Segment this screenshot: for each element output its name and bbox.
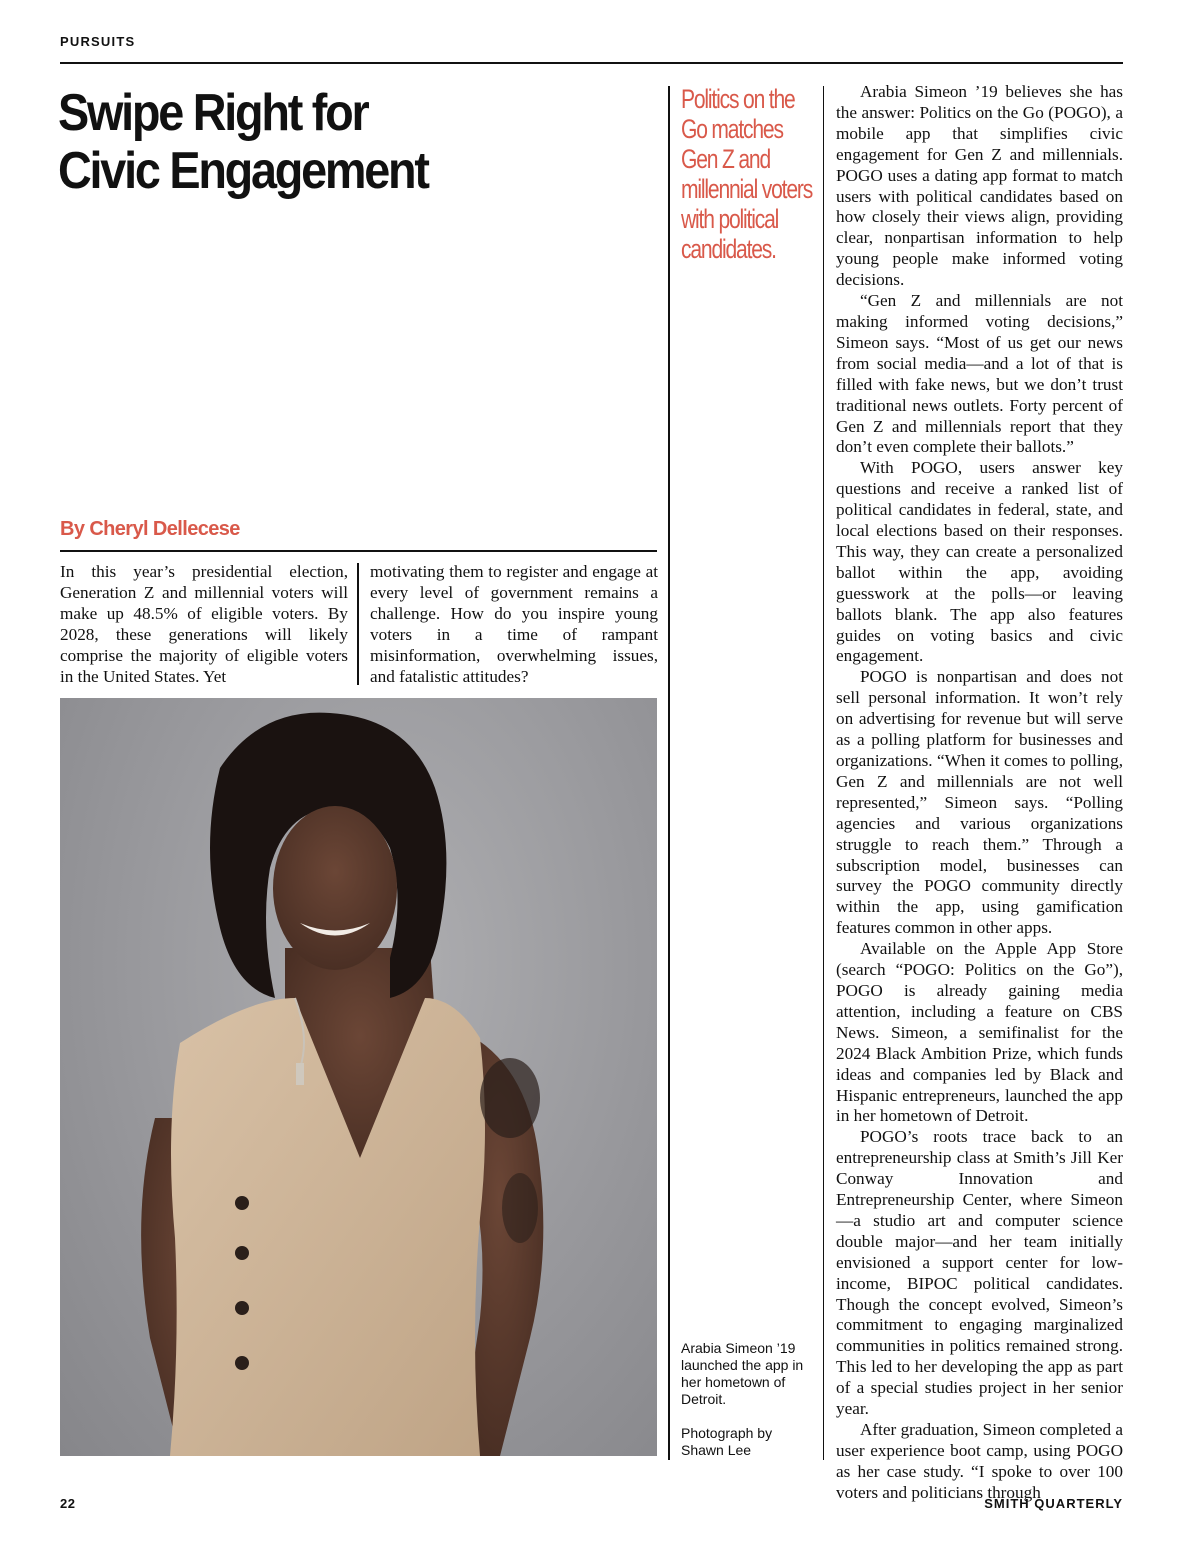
column-divider-left: [668, 86, 670, 1460]
paragraph-7: After graduation, Simeon completed a user experience boot camp, using POGO as her case study. “I spoke to over 100 voters and politicians through: [836, 1420, 1123, 1502]
paragraph-6: POGO’s roots trace back to an entrepreneurship class at Smith’s Jill Ker Conway Innovation and Entrepreneurship Center, where Simeon—a studio art and computer science double major—and her team initially envisioned a support center for low-income, BIPOC political candidates. Though the concept evolved, Simeon’s commitment to engaging marginalized communities in politics remained strong. This led to her developing the app as part of a special studies project in her senior year.: [836, 1127, 1123, 1419]
byline-rule: [60, 550, 657, 552]
section-label: PURSUITS: [60, 34, 136, 49]
headline: [58, 84, 436, 200]
top-rule: [60, 62, 1123, 64]
paragraph-2: “Gen Z and millennials are not making informed voting decisions,” Simeon says. “Most of us get our news from social media—and a lot of that is filled with fake news, but we don’t trust traditional news outlets. Forty percent of Gen Z and millennials report that they don’t even complete their ballots.”: [836, 291, 1123, 457]
pull-quote: Politics on the Go matches Gen Z and millennial voters with political candidates.: [681, 84, 813, 264]
headline-line-1: Swipe Right for: [58, 84, 368, 142]
page-number: 22: [60, 1496, 76, 1511]
main-body-column: [836, 82, 1123, 1504]
intro-column-1: In this year’s presidential election, Generation Z and millennial voters will make up 48.5% of eligible voters. By 2028, these generations will likely comprise the majority of eligible voters in the United States. Yet: [60, 562, 348, 686]
photo-credit: Photograph by Shawn Lee: [681, 1425, 773, 1458]
paragraph-3: With POGO, users answer key questions and receive a ranked list of political candidates in federal, state, and local elections based on their responses. This way, they can create a personalized ballot within the app, avoiding guesswork at the polls—or leaving ballots blank. The app also features guides on voting basics and civic engagement.: [836, 458, 1123, 666]
headline-line-2: Civic Engagement: [58, 142, 428, 200]
intro-column-divider: [357, 563, 359, 685]
intro-column-2: motivating them to register and engage at every level of government remains a challenge. How do you inspire young voters in a time of rampant misinformation, overwhelming issues, and fatalistic attitudes?: [370, 562, 658, 686]
publication-name: SMITH QUARTERLY: [984, 1496, 1123, 1511]
column-divider-right: [823, 86, 824, 1460]
portrait-illustration: [60, 698, 657, 1456]
byline: By Cheryl Dellecese: [60, 518, 240, 540]
paragraph-5: Available on the Apple App Store (search “POGO: Politics on the Go”), POGO is already gaining media attention, including a feature on CBS News. Simeon, a semifinalist for the 2024 Black Ambition Prize, which funds ideas and companies led by Black and Hispanic entrepreneurs, launched the app in her hometown of Detroit.: [836, 939, 1123, 1126]
portrait-photo: [60, 698, 657, 1456]
paragraph-1: Arabia Simeon ’19 believes she has the answer: Politics on the Go (POGO), a mobile app that simplifies civic engagement for Gen Z and millennials. POGO uses a dating app format to match users with political candidates based on how closely their views align, providing clear, nonpartisan information to help young people make informed voting decisions.: [836, 82, 1123, 290]
paragraph-4: POGO is nonpartisan and does not sell personal information. It won’t rely on advertising for revenue but will serve as a polling platform for businesses and organizations. “When it comes to polling, Gen Z and millennials are not well represented,” Simeon says. “Polling agencies and various organizations struggle to reach them.” Through a subscription model, businesses can survey the POGO community directly within the app, using gamification features common in other apps.: [836, 667, 1123, 938]
photo-caption: Arabia Simeon ’19 launched the app in her hometown of Detroit.: [681, 1340, 804, 1407]
photo-caption-block: [681, 1340, 811, 1459]
